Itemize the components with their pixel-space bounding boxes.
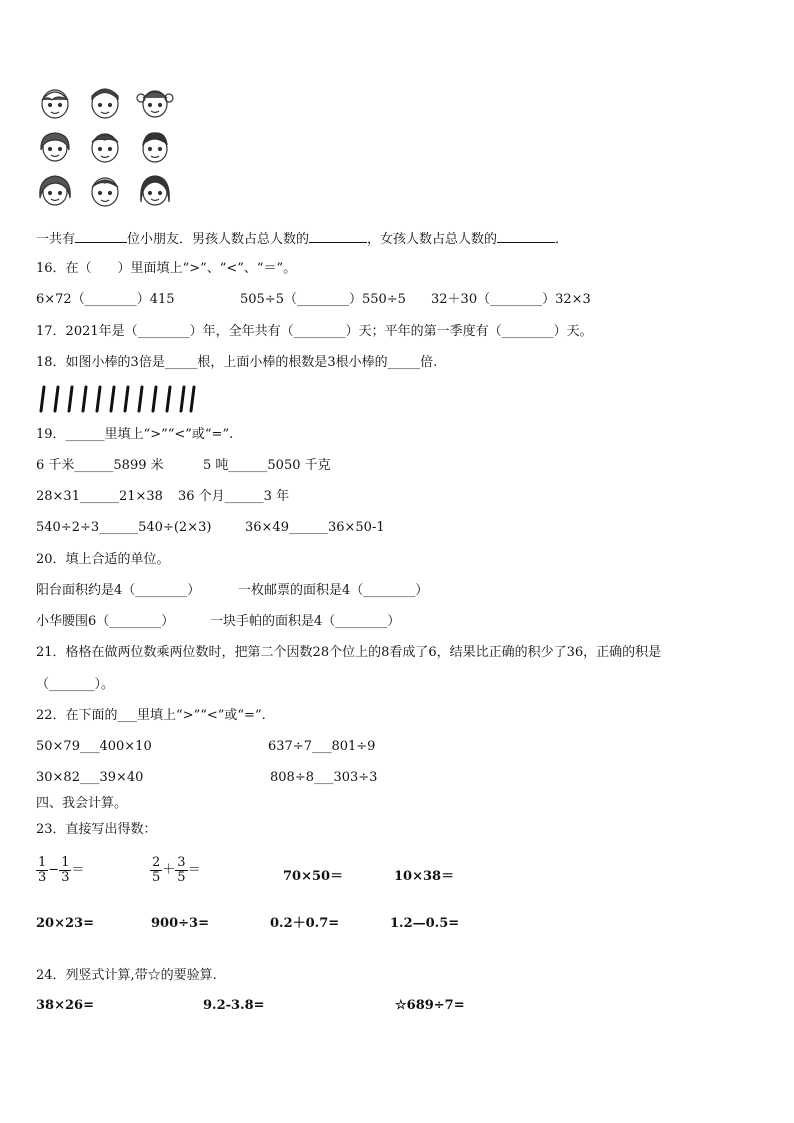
- q15-text-c: ，女孩人数占总人数的: [367, 232, 498, 247]
- q17-text: 17．2021年是（________）年，全年共有（________）天；平年的第一季度有（________）天。: [36, 324, 593, 339]
- q15-text-d: ．: [555, 232, 569, 247]
- children-faces-illustration: [36, 84, 186, 214]
- q19-row2a: 28×31______21×38: [36, 489, 163, 504]
- q22-row1a: 50×79___400×10: [36, 739, 152, 754]
- q23-e8: 1.2—0.5=: [390, 916, 460, 931]
- q21-line2: （_______）。: [36, 677, 115, 692]
- fraction-1b: $\frac{1}{3}$: [61, 855, 70, 885]
- q22-title: 22．在下面的___里填上“>”“<”或“=”.: [36, 708, 266, 723]
- q23-e4: 10×38＝: [394, 869, 455, 884]
- sticks-svg: [38, 383, 198, 415]
- face-6: [143, 133, 167, 162]
- q23-e5: 20×23=: [36, 916, 94, 931]
- q23-frac-expr-2: [150, 856, 201, 885]
- face-1: [42, 90, 68, 118]
- faces-svg: [36, 84, 186, 214]
- op-2: ＋: [162, 862, 176, 878]
- q19-row2b: 36 个月______3 年: [178, 489, 290, 504]
- fraction-1a: $\frac{1}{3}$: [38, 855, 47, 885]
- q19-row3a: 540÷2÷3______540÷(2×3): [36, 520, 212, 535]
- q22-row2b: 808÷8___303÷3: [270, 770, 378, 785]
- q16-title: 16．在（ ）里面填上“>”、“<”、“＝”。: [36, 261, 297, 276]
- q20-row2a: 小华腰围6（________）: [36, 614, 175, 629]
- face-3: [137, 91, 173, 117]
- q21-line1: 21．格格在做两位数乘两位数时，把第二个因数28个位上的8看成了6，结果比正确的积少了36，正确的积是: [36, 645, 662, 660]
- q16-item-2: 505÷5（________）550÷5: [240, 292, 406, 307]
- q19-title: 19．______里填上“>”“<”或“=”.: [36, 427, 234, 442]
- q24-e1: 38×26=: [36, 998, 94, 1013]
- q19-row1a: 6 千米______5899 米: [36, 458, 164, 473]
- q16-item-1: 6×72（________）415: [36, 292, 175, 307]
- q22-row1b: 637÷7___801÷9: [268, 739, 376, 754]
- q15-blank-total[interactable]: [75, 230, 127, 243]
- q15-text-a: 一共有: [36, 232, 76, 247]
- q19-row1b: 5 吨______5050 千克: [203, 458, 331, 473]
- face-7: [40, 176, 70, 205]
- eq-2: ＝: [187, 862, 201, 878]
- q24-title: 24．列竖式计算,带☆的要验算.: [36, 968, 217, 983]
- face-4: [41, 133, 69, 161]
- q23-e6: 900÷3=: [151, 916, 209, 931]
- q23-e7: 0.2＋0.7=: [270, 916, 340, 931]
- q18-text: 18．如图小棒的3倍是_____根，上面小棒的根数是3根小棒的_____倍.: [36, 355, 438, 370]
- q15-text-b: 位小朋友．男孩人数占总人数的: [127, 232, 310, 247]
- face-9: [141, 176, 169, 205]
- q16-item-3: 32＋30（________）32×3: [431, 292, 591, 307]
- fraction-2a: $\frac{2}{5}$: [152, 855, 161, 885]
- section-4-title: 四、我会计算。: [36, 796, 128, 811]
- q19-row3b: 36×49______36×50-1: [245, 520, 385, 535]
- sticks-illustration: [38, 383, 198, 419]
- q23-e3: 70×50＝: [283, 869, 344, 884]
- q24-e2: 9.2-3.8=: [203, 998, 265, 1013]
- q20-title: 20．填上合适的单位。: [36, 552, 170, 567]
- q20-row1a: 阳台面积约是4（________）: [36, 583, 201, 598]
- face-8: [92, 178, 118, 206]
- q15-line: [36, 230, 568, 248]
- fraction-2b: $\frac{3}{5}$: [177, 855, 186, 885]
- q23-title: 23．直接写出得数：: [36, 822, 157, 837]
- eq-1: ＝: [71, 862, 85, 878]
- q20-row1b: 一枚邮票的面积是4（________）: [238, 583, 429, 598]
- q24-e3: ☆689÷7=: [395, 998, 465, 1013]
- op-1: −: [48, 862, 60, 878]
- face-2: [92, 89, 118, 118]
- q22-row2a: 30×82___39×40: [36, 770, 144, 785]
- face-5: [92, 134, 118, 162]
- q20-row2b: 一块手帕的面积是4（________）: [210, 614, 401, 629]
- q15-blank-girls[interactable]: [497, 230, 555, 243]
- q15-blank-boys[interactable]: [309, 230, 367, 243]
- q23-frac-expr-1: [36, 856, 84, 885]
